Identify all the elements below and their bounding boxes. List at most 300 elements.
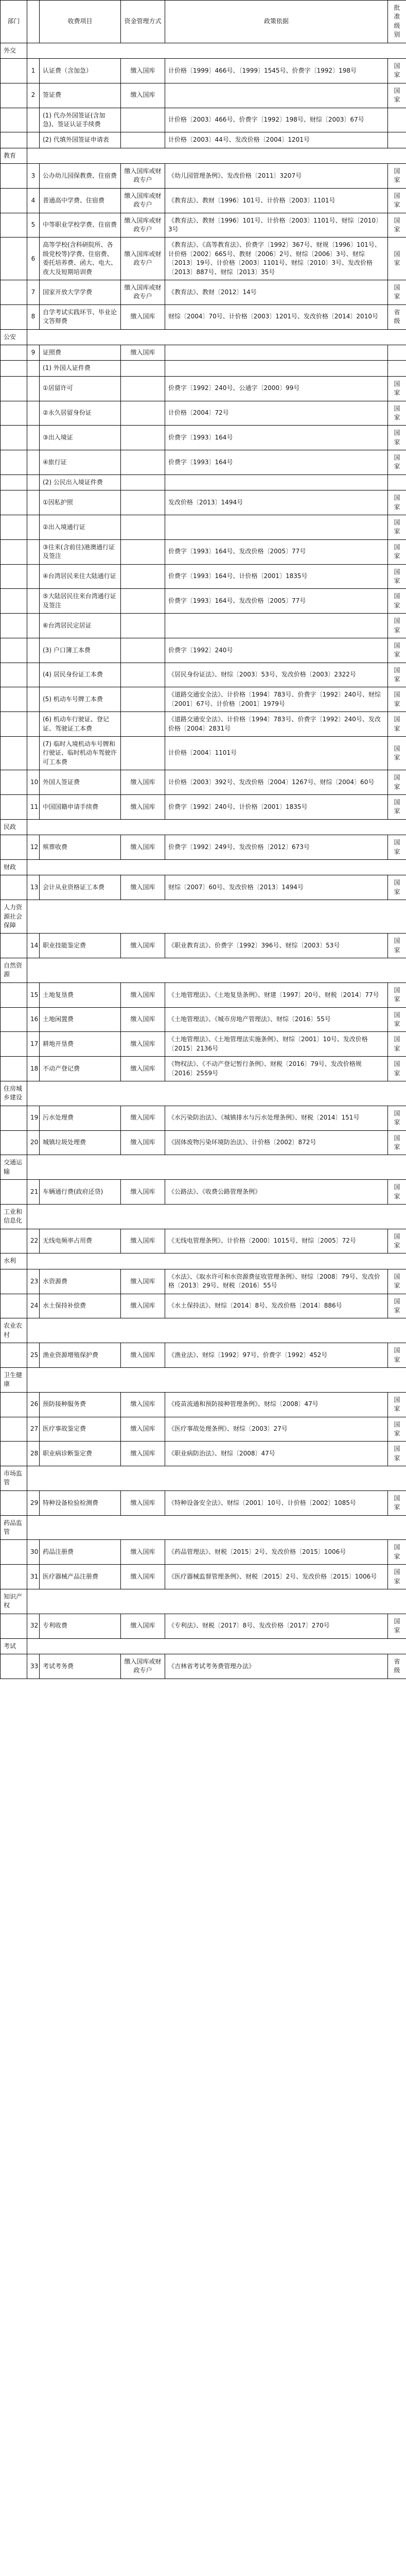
row-fund-blank xyxy=(121,426,165,450)
row-level: 国家 xyxy=(388,1057,406,1081)
row-number: 30 xyxy=(27,1540,40,1565)
row-basis: 《医疗事故处理条例》、财综〔2003〕27号 xyxy=(165,1417,388,1442)
dept-row-filler xyxy=(27,900,406,934)
row-blank xyxy=(1,1130,27,1155)
dept-row xyxy=(1,148,406,163)
row-level: 国家 xyxy=(388,1442,406,1466)
row-number: 16 xyxy=(27,1007,40,1032)
row-fund-method: 缴入国库或财政专户 xyxy=(121,1654,165,1679)
row-level xyxy=(388,132,406,148)
table-row xyxy=(1,1392,406,1417)
sub-row xyxy=(1,450,406,475)
row-blank xyxy=(1,589,27,614)
dept-row-filler xyxy=(27,1253,406,1269)
row-number-blank xyxy=(27,132,40,148)
row-sub-item: ⑤大陆居民往来台湾通行证及签注 xyxy=(40,589,121,614)
row-fund-blank xyxy=(121,376,165,401)
row-fund-method: 缴入国库或财政专户 xyxy=(121,280,165,304)
row-fund-method: 缴入国库或财政专户 xyxy=(121,213,165,238)
row-level: 国家 xyxy=(388,1565,406,1589)
dept-name: 农业农村 xyxy=(1,1318,27,1343)
dept-name: 知识产权 xyxy=(1,1589,27,1614)
row-blank xyxy=(1,1106,27,1130)
row-number-blank xyxy=(27,687,40,712)
row-fund-blank xyxy=(121,737,165,770)
table-body xyxy=(1,43,406,1679)
table-row xyxy=(1,1007,406,1032)
row-fee-item: 会计从业资格证工本费 xyxy=(40,875,121,900)
row-number-blank xyxy=(27,490,40,515)
dept-row xyxy=(1,900,406,934)
row-level: 国家 xyxy=(388,1417,406,1442)
dept-row-filler xyxy=(27,1515,406,1540)
row-fund-blank xyxy=(121,490,165,515)
row-number: 25 xyxy=(27,1343,40,1368)
table-row xyxy=(1,345,406,360)
table-row xyxy=(1,83,406,108)
row-sub-item: (1) 代办外国签证(含加急)、签证认证手续费 xyxy=(40,108,121,132)
dept-row-filler xyxy=(27,1466,406,1491)
dept-name: 公安 xyxy=(1,329,27,345)
row-level: 国家 xyxy=(388,1032,406,1057)
row-basis: 发改价格〔2013〕1494号 xyxy=(165,490,388,515)
dept-row xyxy=(1,1204,406,1229)
row-sub-item: ①居留许可 xyxy=(40,376,121,401)
row-fund-method: 缴入国库 xyxy=(121,1490,165,1515)
row-basis xyxy=(165,474,388,490)
row-fee-item: 医疗器械产品注册费 xyxy=(40,1565,121,1589)
row-fund-method: 缴入国库 xyxy=(121,1130,165,1155)
sub-row xyxy=(1,614,406,638)
row-level: 国家 xyxy=(388,564,406,589)
row-fee-item: 考试考务费 xyxy=(40,1654,121,1679)
row-basis: 《土地管理法》、《土地管理法实施条例》、财综〔2001〕10号、发改价格〔2015〕2136号 xyxy=(165,1032,388,1057)
dept-name: 考试 xyxy=(1,1638,27,1654)
dept-row-filler xyxy=(27,148,406,163)
row-sub-item: ⑥台湾居民定居证 xyxy=(40,614,121,638)
dept-name: 住房城乡建设 xyxy=(1,1081,27,1106)
dept-row xyxy=(1,819,406,835)
header-dept: 部门 xyxy=(1,1,27,43)
row-fee-item: 污水处理费 xyxy=(40,1106,121,1130)
row-fund-method: 缴入国库 xyxy=(121,1269,165,1294)
dept-name: 民政 xyxy=(1,819,27,835)
dept-name: 市场监管 xyxy=(1,1466,27,1491)
row-fund-method: 缴入国库 xyxy=(121,795,165,820)
row-level: 国家 xyxy=(388,1490,406,1515)
row-number: 12 xyxy=(27,835,40,860)
row-level: 国家 xyxy=(388,58,406,83)
row-blank xyxy=(1,982,27,1007)
dept-row xyxy=(1,43,406,58)
row-level: 国家 xyxy=(388,1106,406,1130)
table-row xyxy=(1,1032,406,1057)
row-fund-method: 缴入国库 xyxy=(121,1442,165,1466)
row-number: 4 xyxy=(27,188,40,213)
sub-row xyxy=(1,132,406,148)
row-number: 8 xyxy=(27,304,40,329)
row-basis xyxy=(165,515,388,540)
row-blank xyxy=(1,934,27,958)
dept-row xyxy=(1,1318,406,1343)
sub-row xyxy=(1,539,406,564)
row-basis: 《特种设备安全法》、财综〔2001〕10号、计价格〔2002〕1085号 xyxy=(165,1490,388,1515)
row-fund-method: 缴入国库 xyxy=(121,1392,165,1417)
row-fund-method: 缴入国库 xyxy=(121,770,165,795)
row-level: 国家 xyxy=(388,450,406,475)
row-blank xyxy=(1,304,27,329)
row-sub-item: ④台湾居民来往大陆通行证 xyxy=(40,564,121,589)
dept-row-filler xyxy=(27,1081,406,1106)
row-fee-item: 职业技能鉴定费 xyxy=(40,934,121,958)
row-basis: 《土地管理法》、《土地复垦条例》、财建〔1997〕20号、财税〔2014〕77号 xyxy=(165,982,388,1007)
row-basis: 《固体废物污染环境防治法》、计价格〔2002〕872号 xyxy=(165,1130,388,1155)
sub-row xyxy=(1,474,406,490)
row-fee-item: 耕地开垦费 xyxy=(40,1032,121,1057)
row-level: 省级 xyxy=(388,1654,406,1679)
row-blank xyxy=(1,83,27,108)
sub-row xyxy=(1,564,406,589)
row-level: 国家 xyxy=(388,1269,406,1294)
row-number: 6 xyxy=(27,238,40,280)
row-fee-item: 认证费（含加急） xyxy=(40,58,121,83)
dept-row xyxy=(1,1155,406,1180)
row-basis: 《疫苗流通和预防接种管理条例》、财综〔2008〕47号 xyxy=(165,1392,388,1417)
dept-row-filler xyxy=(27,43,406,58)
header-fund: 资金管理方式 xyxy=(121,1,165,43)
table-row xyxy=(1,164,406,189)
row-fund-method: 缴入国库 xyxy=(121,1417,165,1442)
dept-row xyxy=(1,329,406,345)
sub-row xyxy=(1,426,406,450)
row-number-blank xyxy=(27,539,40,564)
row-fund-method: 缴入国库或财政专户 xyxy=(121,188,165,213)
row-fee-item: 公办幼儿园保教费、住宿费 xyxy=(40,164,121,189)
table-row xyxy=(1,1565,406,1589)
row-number-blank xyxy=(27,450,40,475)
row-basis: 计价格〔2003〕44号、发改价格〔2004〕1201号 xyxy=(165,132,388,148)
row-level xyxy=(388,474,406,490)
row-blank xyxy=(1,1392,27,1417)
table-row xyxy=(1,875,406,900)
row-fee-item: 殡葬收费 xyxy=(40,835,121,860)
row-basis: 计价格〔1999〕466号、〔1999〕1545号、价费字〔1992〕198号 xyxy=(165,58,388,83)
row-fund-blank xyxy=(121,564,165,589)
row-fund-blank xyxy=(121,614,165,638)
row-fee-item: 中等职业学校学费、住宿费 xyxy=(40,213,121,238)
row-number: 32 xyxy=(27,1614,40,1638)
row-fund-blank xyxy=(121,515,165,540)
row-blank xyxy=(1,426,27,450)
row-blank xyxy=(1,875,27,900)
row-fund-method: 缴入国库 xyxy=(121,345,165,360)
row-blank xyxy=(1,770,27,795)
header-level: 批准级别 xyxy=(388,1,406,43)
dept-name: 外交 xyxy=(1,43,27,58)
row-basis: 《教育法》、《高等教育法》、价费字〔1992〕367号、财规〔1996〕101号、计价格〔2002〕665号、教财〔2006〕2号、财综〔2006〕3号、财综〔2013〕19号、计价格〔2003〕1101号、财综〔2010〕3号、发改价格〔2013〕887号、财综〔2013〕35号 xyxy=(165,238,388,280)
row-fund-blank xyxy=(121,687,165,712)
row-level: 国家 xyxy=(388,376,406,401)
row-fee-item: 中国国籍申请手续费 xyxy=(40,795,121,820)
table-row xyxy=(1,1229,406,1253)
sub-row xyxy=(1,376,406,401)
row-sub-item: (2) 代填外国签证申请表 xyxy=(40,132,121,148)
row-level: 国家 xyxy=(388,238,406,280)
dept-row xyxy=(1,1081,406,1106)
sub-row xyxy=(1,638,406,663)
row-blank xyxy=(1,663,27,687)
row-level: 国家 xyxy=(388,737,406,770)
sub-row xyxy=(1,401,406,426)
row-level: 国家 xyxy=(388,1540,406,1565)
row-number: 1 xyxy=(27,58,40,83)
row-level: 国家 xyxy=(388,982,406,1007)
row-blank xyxy=(1,58,27,83)
row-number: 10 xyxy=(27,770,40,795)
row-blank xyxy=(1,376,27,401)
row-blank xyxy=(1,1032,27,1057)
row-level: 国家 xyxy=(388,515,406,540)
row-sub-item: (1) 外国人证件费 xyxy=(40,361,121,376)
row-level: 国家 xyxy=(388,795,406,820)
row-fund-method: 缴入国库 xyxy=(121,835,165,860)
row-fee-item: 无线电频率占用费 xyxy=(40,1229,121,1253)
row-level: 国家 xyxy=(388,490,406,515)
row-number: 18 xyxy=(27,1057,40,1081)
row-fund-method: 缴入国库 xyxy=(121,83,165,108)
sub-row xyxy=(1,737,406,770)
row-blank xyxy=(1,213,27,238)
row-sub-item: ③往来(含前往)港澳通行证及签注 xyxy=(40,539,121,564)
row-fee-item: 水土保持补偿费 xyxy=(40,1294,121,1318)
row-number: 28 xyxy=(27,1442,40,1466)
row-number-blank xyxy=(27,401,40,426)
dept-name: 水利 xyxy=(1,1253,27,1269)
dept-row-filler xyxy=(27,329,406,345)
row-blank xyxy=(1,614,27,638)
table-row xyxy=(1,770,406,795)
row-basis xyxy=(165,83,388,108)
dept-name: 自然资源 xyxy=(1,958,27,983)
sub-row xyxy=(1,108,406,132)
row-level: 国家 xyxy=(388,770,406,795)
row-basis xyxy=(165,345,388,360)
row-fund-method: 缴入国库或财政专户 xyxy=(121,238,165,280)
row-fund-blank xyxy=(121,638,165,663)
sub-row xyxy=(1,687,406,712)
row-number: 14 xyxy=(27,934,40,958)
row-blank xyxy=(1,1417,27,1442)
dept-row-filler xyxy=(27,1367,406,1392)
row-blank xyxy=(1,795,27,820)
row-basis: 财综〔2004〕70号、计价格〔2003〕1201号、发改价格〔2014〕2010号 xyxy=(165,304,388,329)
row-blank xyxy=(1,280,27,304)
row-level: 国家 xyxy=(388,638,406,663)
row-blank xyxy=(1,737,27,770)
row-level: 国家 xyxy=(388,1614,406,1638)
row-number-blank xyxy=(27,712,40,737)
row-basis xyxy=(165,614,388,638)
row-fund-method: 缴入国库 xyxy=(121,1180,165,1205)
row-fund-blank xyxy=(121,450,165,475)
row-basis: 《无线电管理条例》、计价格〔2000〕1015号、财综〔2005〕72号 xyxy=(165,1229,388,1253)
row-level: 国家 xyxy=(388,875,406,900)
dept-row-filler xyxy=(27,1589,406,1614)
row-level: 国家 xyxy=(388,663,406,687)
header-item: 收费项目 xyxy=(40,1,121,43)
row-fund-blank xyxy=(121,474,165,490)
row-basis: 价费字〔1993〕164号、发改价格〔2005〕77号 xyxy=(165,589,388,614)
table-row xyxy=(1,1540,406,1565)
row-basis: 计价格〔2003〕466号、价费字〔1992〕198号、财综〔2003〕67号 xyxy=(165,108,388,132)
row-fund-method: 缴入国库或财政专户 xyxy=(121,164,165,189)
table-row xyxy=(1,934,406,958)
row-blank xyxy=(1,188,27,213)
row-basis: 《教育法》、教财〔1996〕101号、计价格〔2003〕1101号 xyxy=(165,188,388,213)
row-number-blank xyxy=(27,638,40,663)
row-level: 国家 xyxy=(388,280,406,304)
row-sub-item: (4) 居民身份证工本费 xyxy=(40,663,121,687)
row-sub-item: ③出入境证 xyxy=(40,426,121,450)
sub-row xyxy=(1,712,406,737)
table-row xyxy=(1,982,406,1007)
dept-row-filler xyxy=(27,958,406,983)
row-number: 33 xyxy=(27,1654,40,1679)
row-blank xyxy=(1,515,27,540)
row-fund-method: 缴入国库 xyxy=(121,1057,165,1081)
row-sub-item: ①因私护照 xyxy=(40,490,121,515)
row-fund-method: 缴入国库 xyxy=(121,304,165,329)
row-basis: 《吉林省考试考务费管理办法》 xyxy=(165,1654,388,1679)
row-blank xyxy=(1,1057,27,1081)
row-level: 国家 xyxy=(388,1294,406,1318)
row-blank xyxy=(1,835,27,860)
row-level: 国家 xyxy=(388,83,406,108)
row-fee-item: 不动产登记费 xyxy=(40,1057,121,1081)
row-blank xyxy=(1,345,27,360)
dept-row xyxy=(1,859,406,875)
dept-row xyxy=(1,1589,406,1614)
row-basis: 《专利法》、财税〔2017〕8号、发改价格〔2017〕270号 xyxy=(165,1614,388,1638)
row-number: 26 xyxy=(27,1392,40,1417)
row-fund-method: 缴入国库 xyxy=(121,875,165,900)
row-number-blank xyxy=(27,589,40,614)
row-blank xyxy=(1,164,27,189)
row-basis: 价费字〔1992〕249号、发改价格〔2012〕673号 xyxy=(165,835,388,860)
row-fee-item: 水资源费 xyxy=(40,1269,121,1294)
dept-row xyxy=(1,1466,406,1491)
row-fund-method: 缴入国库 xyxy=(121,982,165,1007)
row-number: 7 xyxy=(27,280,40,304)
row-level xyxy=(388,108,406,132)
table-row xyxy=(1,1343,406,1368)
row-level: 国家 xyxy=(388,589,406,614)
row-blank xyxy=(1,1007,27,1032)
row-fee-item: 特种设备检验检测费 xyxy=(40,1490,121,1515)
sub-row xyxy=(1,490,406,515)
row-basis: 《道路交通安全法》、计价格〔1994〕783号、价费字〔1992〕240号、财综〔2001〕67号、计价格〔2001〕1979号 xyxy=(165,687,388,712)
row-level: 国家 xyxy=(388,1343,406,1368)
row-basis: 计价格〔2004〕72号 xyxy=(165,401,388,426)
row-blank xyxy=(1,1490,27,1515)
row-fee-item: 高等学校(含科研院所、各级党校等)学费、住宿费、委托培养费、函大、电大、夜大及短期培训费 xyxy=(40,238,121,280)
row-fund-blank xyxy=(121,663,165,687)
dept-row-filler xyxy=(27,1318,406,1343)
row-basis: 财综〔2007〕60号、发改价格〔2013〕1494号 xyxy=(165,875,388,900)
table-row xyxy=(1,280,406,304)
row-basis: 《药品管理法》、财税〔2015〕2号、发改价格〔2015〕1006号 xyxy=(165,1540,388,1565)
row-sub-item: (3) 户口簿工本费 xyxy=(40,638,121,663)
row-basis: 《职业教育法》、价费字〔1992〕396号、财综〔2003〕53号 xyxy=(165,934,388,958)
row-number: 9 xyxy=(27,345,40,360)
row-sub-item: (7) 临时入境机动车号牌和行驶证、临时机动车驾驶许可工本费 xyxy=(40,737,121,770)
dept-name: 药品监管 xyxy=(1,1515,27,1540)
row-basis: 《渔业法》、财综〔1992〕97号、价费字〔1992〕452号 xyxy=(165,1343,388,1368)
row-level: 国家 xyxy=(388,1392,406,1417)
dept-name: 工业和信息化 xyxy=(1,1204,27,1229)
row-blank xyxy=(1,1565,27,1589)
row-level: 国家 xyxy=(388,1130,406,1155)
row-basis: 价费字〔1992〕240号、计价格〔2001〕1835号 xyxy=(165,795,388,820)
row-blank xyxy=(1,564,27,589)
row-basis: 计价格〔2004〕1101号 xyxy=(165,737,388,770)
row-number-blank xyxy=(27,614,40,638)
row-level: 国家 xyxy=(388,188,406,213)
row-basis: 《幼儿园管理条例》、发改价格〔2011〕3207号 xyxy=(165,164,388,189)
row-sub-item: (6) 机动车行驶证、登记证、驾驶证工本费 xyxy=(40,712,121,737)
row-blank xyxy=(1,132,27,148)
row-number: 20 xyxy=(27,1130,40,1155)
row-basis: 《土地管理法》、《城市房地产管理法》、财综〔2016〕55号 xyxy=(165,1007,388,1032)
row-fee-item: 外国人签证费 xyxy=(40,770,121,795)
row-basis: 《水土保持法》、财综〔2014〕8号、发改价格〔2014〕886号 xyxy=(165,1294,388,1318)
row-basis: 价费字〔1993〕164号 xyxy=(165,426,388,450)
row-basis: 《水污染防治法》、《城镇排水与污水处理条例》、财税〔2014〕151号 xyxy=(165,1106,388,1130)
table-row xyxy=(1,1654,406,1679)
row-blank xyxy=(1,1654,27,1679)
row-blank xyxy=(1,1180,27,1205)
table-row xyxy=(1,1106,406,1130)
table-row xyxy=(1,1130,406,1155)
row-number: 15 xyxy=(27,982,40,1007)
row-fee-item: 车辆通行费(政府还贷) xyxy=(40,1180,121,1205)
table-row xyxy=(1,304,406,329)
row-fee-item: 国家开放大学学费 xyxy=(40,280,121,304)
row-basis xyxy=(165,361,388,376)
row-fund-blank xyxy=(121,589,165,614)
row-number: 31 xyxy=(27,1565,40,1589)
row-blank xyxy=(1,1343,27,1368)
row-basis: 《居民身份证法》、财综〔2003〕53号、发改价格〔2003〕2322号 xyxy=(165,663,388,687)
row-blank xyxy=(1,1269,27,1294)
row-number: 2 xyxy=(27,83,40,108)
row-number-blank xyxy=(27,564,40,589)
table-row xyxy=(1,1442,406,1466)
row-number-blank xyxy=(27,108,40,132)
row-fund-method: 缴入国库 xyxy=(121,934,165,958)
dept-name: 交通运输 xyxy=(1,1155,27,1180)
row-basis: 价费字〔1993〕164号、计价格〔2001〕1835号 xyxy=(165,564,388,589)
row-sub-item: ②出入境通行证 xyxy=(40,515,121,540)
row-fee-item: 证照费 xyxy=(40,345,121,360)
row-blank xyxy=(1,361,27,376)
row-blank xyxy=(1,450,27,475)
row-number: 13 xyxy=(27,875,40,900)
row-basis: 《物权法》、《不动产登记暂行条例》、财税〔2016〕79号、发改价格规〔2016〕2559号 xyxy=(165,1057,388,1081)
row-blank xyxy=(1,712,27,737)
row-fund-method: 缴入国库 xyxy=(121,1294,165,1318)
row-blank xyxy=(1,1442,27,1466)
